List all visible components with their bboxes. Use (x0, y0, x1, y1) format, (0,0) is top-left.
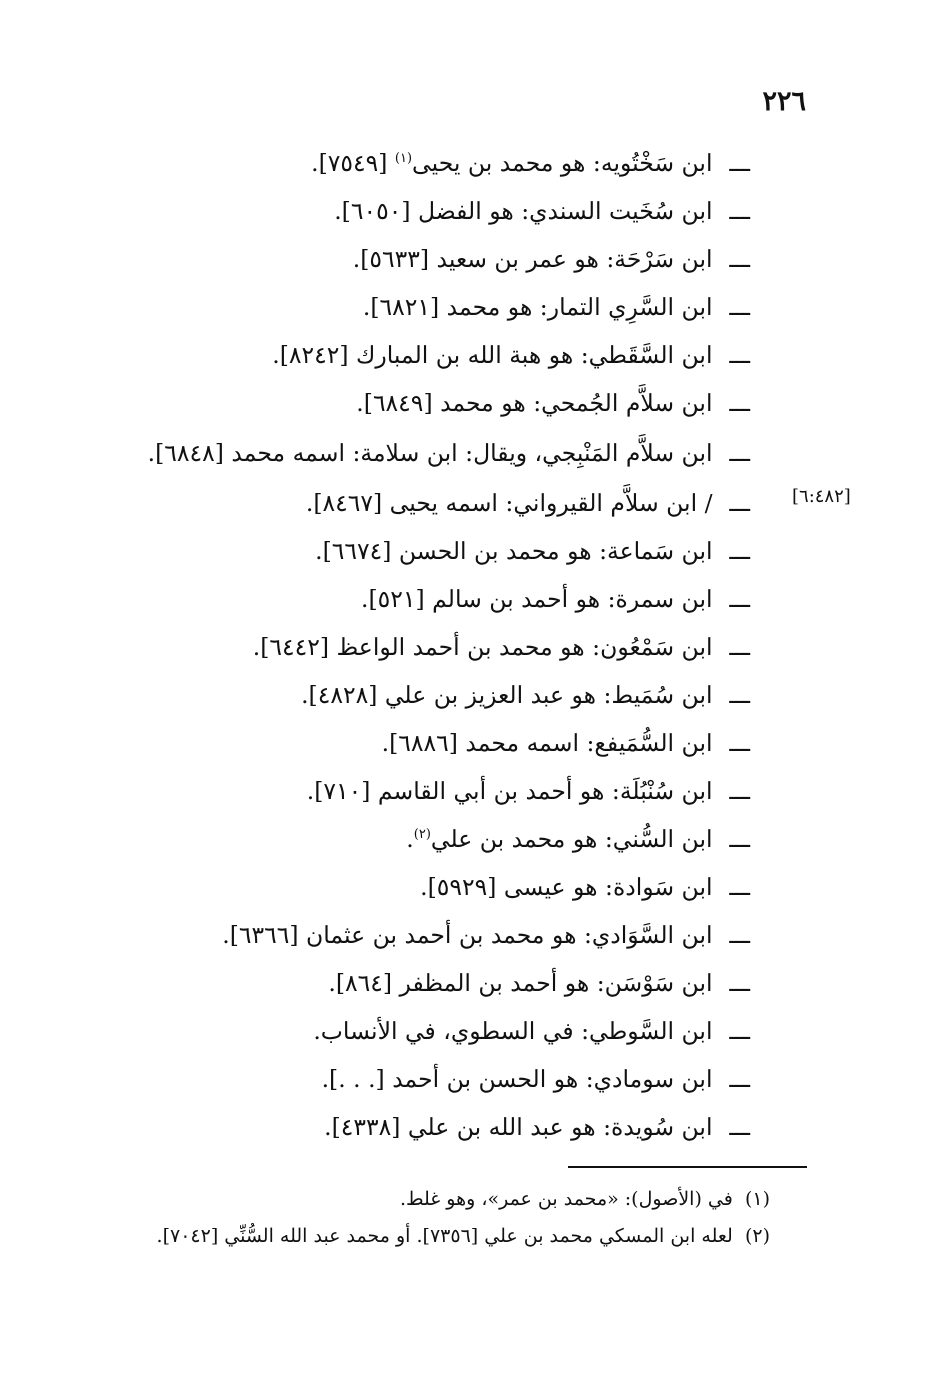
entry-tail: [٧٥٤٩]. (311, 149, 395, 177)
dash: ـــ (729, 149, 750, 177)
entry-text: ابن السَّرِي التمار: هو محمد [٦٨٢١]. (362, 293, 713, 321)
entry-text: ابن السَّوَادي: هو محمد بن أحمد بن عثمان [٦٣٦٦]. (222, 921, 713, 949)
list-item (406, 816, 750, 862)
list-item (301, 672, 750, 718)
dash: ـــ (729, 873, 750, 901)
footnote (157, 1219, 770, 1253)
dash: ـــ (729, 293, 750, 321)
list-item (420, 864, 750, 910)
entry-text: ابن سَوادة: هو عيسى [٥٩٢٩]. (420, 873, 713, 901)
footnote-text: لعله ابن المسكي محمد بن علي [٧٣٥٦]. أو محمد عبد الله السُّنِّي [٧٠٤٢]. (156, 1225, 733, 1247)
dash: ـــ (729, 921, 750, 949)
list-item (324, 1104, 750, 1150)
entry-text: ابن سُويدة: هو عبد الله بن علي [٤٣٣٨]. (324, 1113, 713, 1141)
list-item (253, 624, 750, 670)
dash: ـــ (729, 245, 750, 273)
entry-text: ابن سُمَيط: هو عبد العزيز بن علي [٤٨٢٨]. (301, 681, 713, 709)
footnote-ref: (٢) (413, 827, 431, 843)
entry-text: ابن سمرة: هو أحمد بن سالم [٥٢١]. (360, 585, 713, 613)
list-item (272, 332, 750, 378)
entry-text: ابن سومادي: هو الحسن بن أحمد [. . .]. (321, 1065, 713, 1093)
list-item (311, 140, 750, 186)
entry-text: ابن سلاَّم الجُمحي: هو محمد [٦٨٤٩]. (356, 389, 713, 417)
list-item (306, 480, 750, 526)
dash: ـــ (729, 389, 750, 417)
dash: ـــ (729, 1065, 750, 1093)
list-item (334, 188, 750, 234)
entry-text: ابن سَماعة: هو محمد بن الحسن [٦٦٧٤]. (315, 537, 713, 565)
dash: ـــ (729, 1017, 750, 1045)
entry-text: / ابن سلاَّم القيرواني: اسمه يحيى [٨٤٦٧]. (305, 489, 713, 517)
footnote-marker: (٢) (744, 1225, 770, 1247)
entry-text: ابن سَوْسَن: هو أحمد بن المظفر [٨٦٤]. (328, 969, 713, 997)
dash: ـــ (729, 681, 750, 709)
entry-tail: . (406, 825, 414, 853)
dash: ـــ (729, 439, 750, 467)
entry-text: ابن السُّني: هو محمد بن علي (430, 825, 713, 853)
entry-text: ابن سَمْعُون: هو محمد بن أحمد الواعظ [٦٤٤٢]. (252, 633, 713, 661)
list-item (382, 720, 750, 766)
list-item (328, 960, 750, 1006)
list-item (363, 284, 750, 330)
list-item (307, 768, 750, 814)
footnote-marker: (١) (744, 1188, 770, 1210)
entry-text: ابن سُخَيت السندي: هو الفضل [٦٠٥٠]. (334, 197, 713, 225)
list-item (361, 576, 750, 622)
list-item (315, 528, 750, 574)
footnote-ref: (١) (394, 151, 413, 167)
dash: ـــ (729, 729, 750, 757)
entry-text: ابن سَرْحَة: هو عمر بن سعيد [٥٦٣٣]. (352, 245, 713, 273)
entry-text: ابن السَّقَطي: هو هبة الله بن المبارك [٨٢٤٢]. (272, 341, 713, 369)
entry-text: ابن سلاَّم المَنْبِجي، ويقال: ابن سلامة: اسمه محمد [٦٨٤٨]. (147, 439, 713, 467)
footnote-text: في (الأصول): «محمد بن عمر»، وهو غلط. (399, 1188, 733, 1210)
dash: ـــ (729, 585, 750, 613)
page-number: ٢٢٦ (762, 86, 806, 117)
entry-text: ابن السُّمَيفع: اسمه محمد [٦٨٨٦]. (381, 729, 713, 757)
dash: ـــ (729, 633, 750, 661)
dash: ـــ (729, 777, 750, 805)
dash: ـــ (729, 197, 750, 225)
dash: ـــ (729, 969, 750, 997)
dash: ـــ (729, 825, 750, 853)
list-item (322, 1056, 750, 1102)
entry-text: ابن سُنْبُلَة: هو أحمد بن أبي القاسم [٧١٠]. (306, 777, 713, 805)
list-item (353, 236, 750, 282)
entry-text: ابن السَّوطي: في السطوي، في الأنساب. (313, 1017, 713, 1045)
list-item (148, 430, 750, 476)
dash: ـــ (729, 489, 750, 517)
dash: ـــ (729, 537, 750, 565)
dash: ـــ (729, 341, 750, 369)
list-item (356, 380, 750, 426)
footnote-divider (568, 1166, 807, 1168)
list-item (222, 912, 750, 958)
margin-note: [٦:٤٨٢] (792, 486, 851, 507)
entry-text: ابن سَخْتُويه: هو محمد بن يحيى (412, 149, 713, 177)
dash: ـــ (729, 1113, 750, 1141)
list-item (313, 1008, 750, 1054)
footnote (400, 1182, 770, 1216)
